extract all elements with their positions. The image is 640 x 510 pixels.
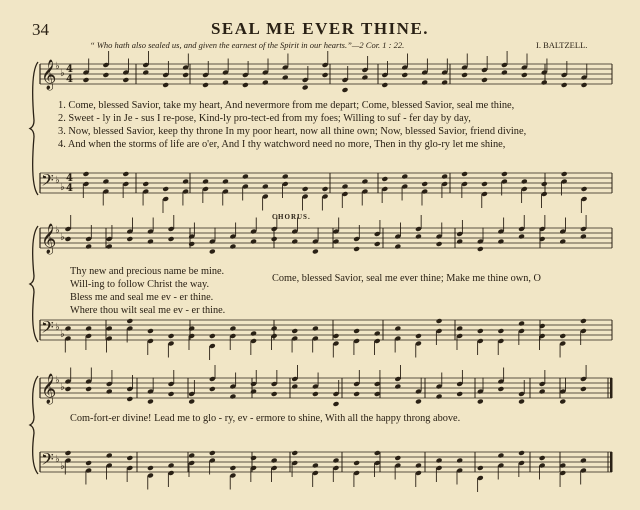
verse-4-lyrics: 4. And when the storms of life are o'er, And I thy watchword need no more, Then in thy glo-ry let me shine,	[58, 139, 506, 150]
notehead	[250, 389, 257, 395]
notehead	[168, 333, 175, 339]
notehead	[456, 391, 463, 397]
treble-clef-icon: 𝄞	[41, 60, 57, 90]
notehead	[271, 391, 278, 397]
treble-clef-icon: 𝄞	[41, 224, 57, 254]
flat-icon: ♭	[60, 461, 65, 472]
notehead	[122, 77, 129, 83]
notehead	[477, 399, 484, 405]
treble-clef-icon: 𝄞	[41, 374, 57, 404]
notehead	[188, 326, 195, 332]
notehead	[302, 85, 309, 91]
notehead	[209, 450, 216, 456]
notehead	[415, 333, 422, 339]
hymn-title: SEAL ME EVER THINE.	[210, 19, 430, 38]
notehead	[501, 70, 508, 76]
system-brace	[30, 376, 38, 474]
notehead	[497, 386, 504, 392]
notehead	[271, 326, 278, 332]
notehead	[182, 179, 189, 185]
notehead	[312, 463, 319, 469]
notehead	[581, 82, 588, 88]
notehead	[441, 80, 448, 86]
notehead	[561, 82, 568, 88]
scripture-reference: “ Who hath also sealed us, and given the earnest of the Spirit in our hearts.”—2 Cor. 1 : 22.	[90, 40, 405, 50]
system-brace	[30, 62, 38, 195]
notehead	[394, 326, 401, 332]
notehead	[415, 234, 422, 240]
notehead	[162, 186, 169, 192]
verse-1-lyrics: 1. Come, blessed Savior, take my heart, And nevermore from me depart; Come, blessed Savior, seal me thine,	[58, 100, 515, 111]
notehead	[374, 331, 381, 337]
notehead	[477, 328, 484, 334]
notehead	[333, 333, 340, 339]
notehead	[456, 239, 463, 245]
chorus-lyrics-line-2: Com-fort-er divine! Lead me to glo - ry, ev - ermore to shine, With all the happy throng above.	[70, 413, 461, 424]
notehead	[581, 186, 588, 192]
notehead	[126, 236, 133, 242]
notehead	[126, 455, 133, 461]
verse-3-ending: Bless me and seal me ev - er thine.	[70, 292, 214, 303]
flat-icon: ♭	[55, 225, 60, 236]
notehead	[559, 399, 566, 405]
notehead	[271, 236, 278, 242]
flat-icon: ♭	[55, 322, 60, 333]
time-signature-top: 4	[66, 64, 73, 75]
chorus-lyrics-line-1: Come, blessed Savior, seal me ever thine; Make me thine own, O	[272, 273, 541, 284]
notehead	[521, 72, 528, 78]
verse-1-ending: Thy new and precious name be mine.	[70, 266, 225, 277]
chorus-label: CHORUS.	[272, 213, 311, 221]
notehead	[250, 455, 257, 461]
notehead	[242, 174, 249, 180]
notehead	[415, 463, 422, 469]
notehead	[539, 455, 546, 461]
bass-time-signature-top: 4	[66, 173, 73, 184]
notehead	[456, 458, 463, 464]
notehead	[521, 179, 528, 185]
flat-icon: ♭	[55, 61, 60, 72]
notehead	[312, 326, 319, 332]
notehead	[250, 239, 257, 245]
notehead	[126, 396, 133, 402]
notehead	[401, 174, 408, 180]
system-brace	[30, 226, 38, 342]
flat-icon: ♭	[60, 232, 65, 243]
flat-icon: ♭	[60, 382, 65, 393]
notehead	[353, 391, 360, 397]
verse-2-ending: Will-ing to follow Christ the way.	[70, 279, 210, 290]
notehead	[421, 80, 428, 86]
notehead	[374, 241, 381, 247]
notehead	[461, 72, 468, 78]
notehead	[312, 249, 319, 255]
notehead	[401, 72, 408, 78]
notehead	[580, 458, 587, 464]
notehead	[188, 399, 195, 405]
notehead	[229, 394, 236, 400]
notehead	[333, 239, 340, 245]
notehead	[497, 453, 504, 459]
notehead	[436, 241, 443, 247]
notehead	[291, 239, 298, 245]
notehead	[65, 326, 72, 332]
flat-icon: ♭	[55, 454, 60, 465]
notehead	[222, 80, 229, 86]
notehead	[282, 75, 289, 81]
notehead	[291, 384, 298, 390]
notehead	[229, 326, 236, 332]
notehead	[436, 458, 443, 464]
notehead	[262, 80, 269, 86]
notehead	[518, 450, 525, 456]
notehead	[188, 453, 195, 459]
final-barline	[610, 378, 613, 398]
notehead	[271, 458, 278, 464]
notehead	[353, 328, 360, 334]
notehead	[394, 244, 401, 250]
flat-icon: ♭	[55, 375, 60, 386]
verse-2-lyrics: 2. Sweet - ly in Je - sus I re-pose, Kind-ly pro-tect-ed from my foes; Willing to suf - fer day by day,	[58, 113, 471, 124]
bass-time-signature-bottom: 4	[66, 183, 73, 194]
notehead	[441, 174, 448, 180]
notehead	[436, 318, 443, 324]
notehead	[312, 391, 319, 397]
notehead	[394, 384, 401, 390]
notehead	[353, 460, 360, 466]
notehead	[481, 77, 488, 83]
notehead	[539, 389, 546, 395]
bass-clef-icon: 𝄢	[41, 449, 54, 473]
notehead	[106, 244, 113, 250]
notehead	[291, 328, 298, 334]
notehead	[229, 465, 236, 471]
notehead	[421, 181, 428, 187]
notehead	[559, 333, 566, 339]
notehead	[162, 82, 169, 88]
flat-icon: ♭	[55, 175, 60, 186]
notehead	[282, 174, 289, 180]
notehead	[394, 455, 401, 461]
time-signature-bottom: 4	[66, 74, 73, 85]
notehead	[85, 460, 92, 466]
notehead	[168, 236, 175, 242]
notehead	[262, 184, 269, 190]
notehead	[126, 318, 133, 324]
notehead	[561, 171, 568, 177]
notehead	[361, 75, 368, 81]
notehead	[102, 72, 109, 78]
notehead	[291, 450, 298, 456]
notehead	[456, 326, 463, 332]
notehead	[481, 181, 488, 187]
notehead	[85, 386, 92, 392]
notehead	[333, 458, 340, 464]
notehead	[106, 326, 113, 332]
notehead	[65, 236, 72, 242]
notehead	[342, 87, 349, 93]
notehead	[147, 239, 154, 245]
final-barline	[610, 452, 613, 472]
notehead	[302, 186, 309, 192]
notehead	[353, 246, 360, 252]
notehead	[497, 328, 504, 334]
notehead	[222, 179, 229, 185]
notehead	[83, 77, 90, 83]
notehead	[209, 386, 216, 392]
notehead	[477, 246, 484, 252]
notehead	[580, 234, 587, 240]
notehead	[106, 453, 113, 459]
notehead	[518, 399, 525, 405]
page-number: 34	[32, 20, 49, 39]
notehead	[541, 181, 548, 187]
notehead	[65, 386, 72, 392]
notehead	[559, 239, 566, 245]
flat-icon: ♭	[60, 329, 65, 340]
notehead	[122, 171, 129, 177]
flat-icon: ♭	[60, 68, 65, 79]
notehead	[65, 450, 72, 456]
notehead	[381, 176, 388, 182]
notehead	[518, 234, 525, 240]
notehead	[518, 321, 525, 327]
notehead	[147, 328, 154, 334]
notehead	[322, 72, 329, 78]
notehead	[182, 72, 189, 78]
notehead	[102, 179, 109, 185]
notehead	[106, 389, 113, 395]
notehead	[333, 401, 340, 407]
notehead	[501, 171, 508, 177]
notehead	[147, 465, 154, 471]
notehead	[322, 186, 329, 192]
notehead	[83, 171, 90, 177]
notehead	[580, 318, 587, 324]
notehead	[209, 333, 216, 339]
notehead	[242, 82, 249, 88]
notehead	[142, 181, 149, 187]
notehead	[147, 399, 154, 405]
notehead	[250, 331, 257, 337]
notehead	[461, 171, 468, 177]
notehead	[142, 70, 149, 76]
notehead	[209, 249, 216, 255]
notehead	[202, 82, 209, 88]
notehead	[202, 179, 209, 185]
notehead	[342, 184, 349, 190]
flat-icon: ♭	[60, 182, 65, 193]
notehead	[381, 82, 388, 88]
notehead	[541, 80, 548, 86]
notehead	[229, 244, 236, 250]
notehead	[361, 179, 368, 185]
notehead	[497, 239, 504, 245]
bass-clef-icon: 𝄢	[41, 170, 54, 194]
notehead	[580, 386, 587, 392]
notehead	[477, 465, 484, 471]
notehead	[85, 326, 92, 332]
composer-name: I. BALTZELL.	[536, 40, 588, 50]
notehead	[415, 399, 422, 405]
notehead	[188, 241, 195, 247]
notehead	[168, 463, 175, 469]
notehead	[436, 394, 443, 400]
bass-clef-icon: 𝄢	[41, 317, 54, 341]
notehead	[168, 391, 175, 397]
notehead	[85, 244, 92, 250]
verse-4-ending: Where thou wilt seal me ev - er thine.	[70, 305, 226, 316]
verse-3-lyrics: 3. Now, blessed Savior, keep thy throne In my poor heart, now all thine own; Now, blessed Savior, friend divine,	[58, 126, 527, 137]
